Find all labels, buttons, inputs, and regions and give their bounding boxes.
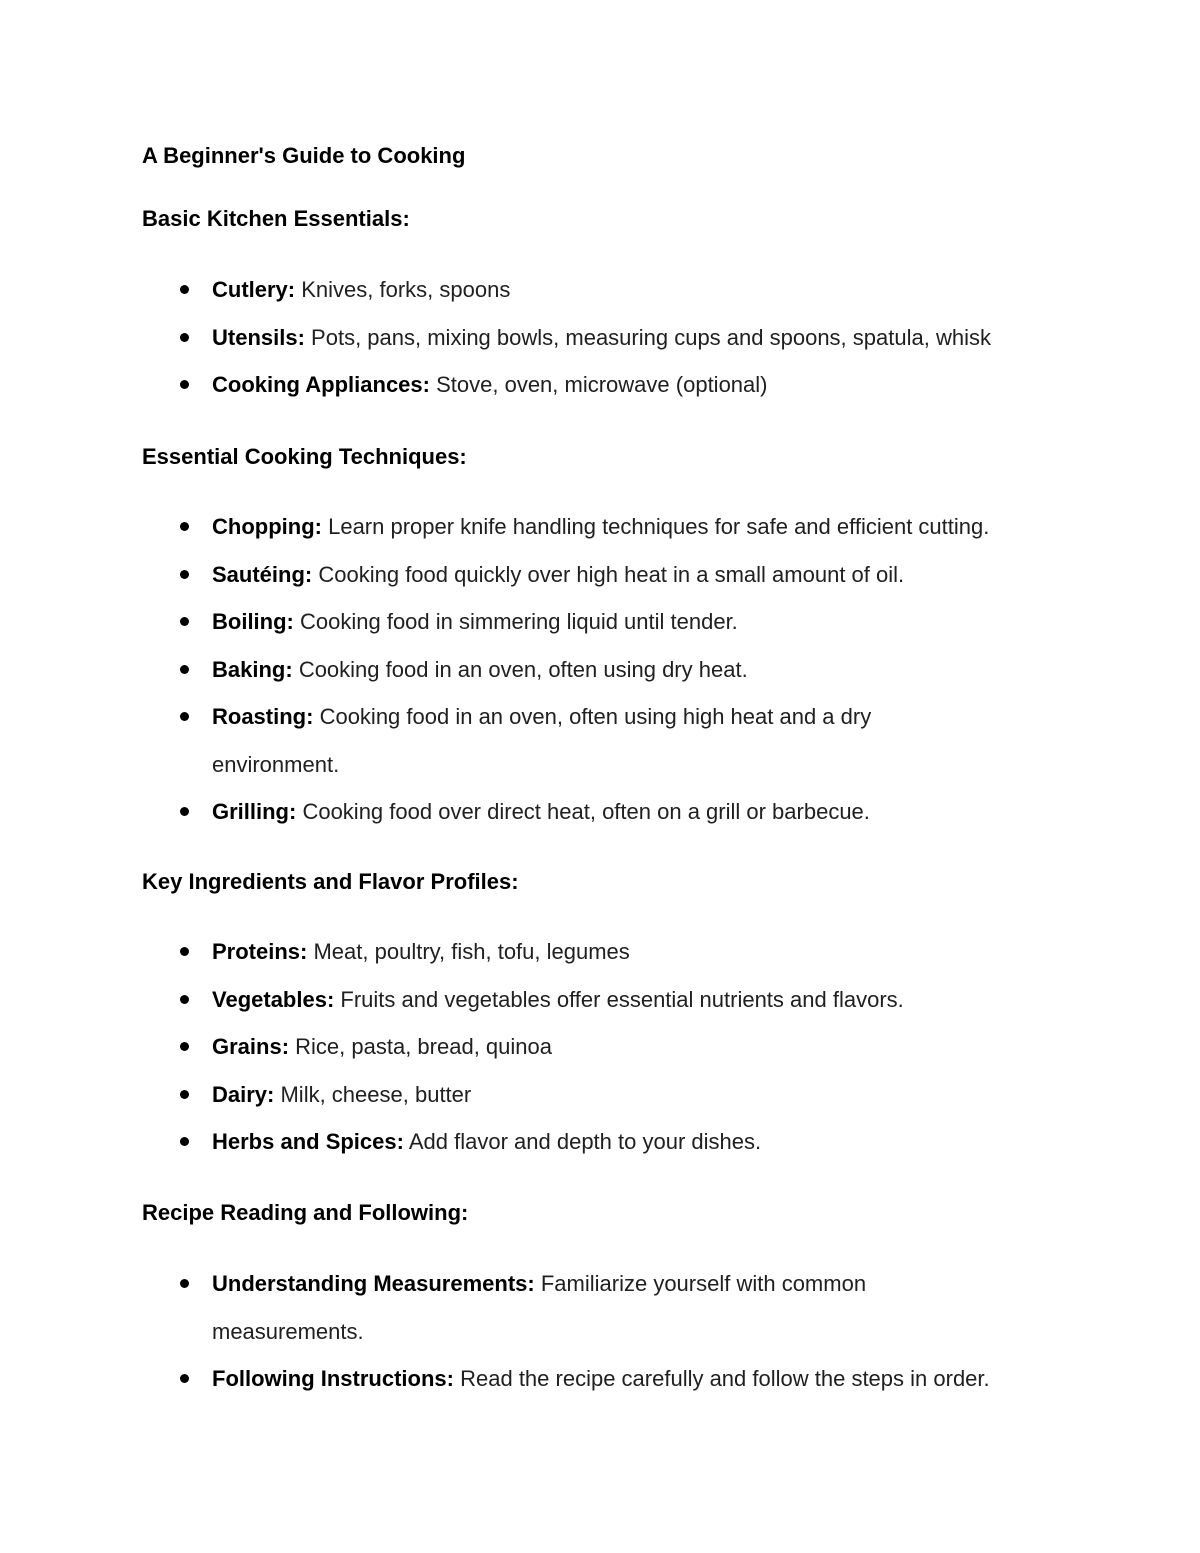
item-label: Dairy: xyxy=(212,1081,275,1107)
item-label: Grilling: xyxy=(212,799,297,824)
list-item xyxy=(142,1023,1102,1071)
list-item xyxy=(142,1118,1102,1166)
bullet-icon xyxy=(180,1042,189,1051)
item-label: Baking: xyxy=(212,656,293,682)
item-label: Vegetables: xyxy=(212,986,335,1012)
list-item xyxy=(142,1260,1102,1355)
list-item xyxy=(142,551,1102,599)
item-label: Following Instructions: xyxy=(212,1366,454,1391)
cooking-techniques-list xyxy=(142,503,1102,836)
list-item xyxy=(142,598,1102,646)
bullet-icon xyxy=(180,380,189,389)
bullet-icon xyxy=(180,285,189,294)
bullet-icon xyxy=(180,807,189,816)
item-label: Boiling: xyxy=(212,609,294,634)
item-label: Utensils: xyxy=(212,324,305,350)
list-item xyxy=(142,1071,1102,1119)
item-text: Familiarize yourself with common measurements. xyxy=(212,1271,867,1344)
item-text: Cooking food over direct heat, often on a grill or barbecue. xyxy=(302,799,870,824)
bullet-icon xyxy=(180,712,189,721)
section-heading-kitchen-essentials: Basic Kitchen Essentials: xyxy=(142,206,410,231)
list-item xyxy=(142,646,1102,694)
item-text: Meat, poultry, fish, tofu, legumes xyxy=(313,939,630,964)
list-item xyxy=(142,928,1102,976)
item-label: Roasting: xyxy=(212,704,314,729)
item-text: Cooking food in simmering liquid until tender. xyxy=(300,609,738,634)
item-label: Sautéing: xyxy=(212,561,313,587)
list-item xyxy=(142,266,1102,314)
kitchen-essentials-list xyxy=(142,266,1102,409)
bullet-icon xyxy=(180,1137,189,1146)
bullet-icon xyxy=(180,333,189,342)
bullet-icon xyxy=(180,995,189,1004)
recipe-reading-list xyxy=(142,1260,1102,1403)
list-item xyxy=(142,361,1102,409)
item-text: Cooking food in an oven, often using high heat and a dry environment. xyxy=(212,704,872,777)
key-ingredients-list xyxy=(142,928,1102,1166)
bullet-icon xyxy=(180,617,189,626)
bullet-icon xyxy=(180,570,189,579)
item-text: Fruits and vegetables offer essential nutrients and flavors. xyxy=(340,986,904,1012)
item-text: Knives, forks, spoons xyxy=(301,277,511,302)
list-item xyxy=(142,314,1102,362)
item-text: Milk, cheese, butter xyxy=(280,1081,472,1107)
item-text: Cooking food quickly over high heat in a small amount of oil. xyxy=(318,561,905,587)
item-text: Add flavor and depth to your dishes. xyxy=(408,1129,762,1154)
bullet-icon xyxy=(180,1374,189,1383)
list-item xyxy=(142,1355,1102,1403)
bullet-icon xyxy=(180,1090,189,1099)
item-label: Cooking Appliances: xyxy=(212,372,430,397)
document-title: A Beginner's Guide to Cooking xyxy=(142,143,466,168)
item-text: Learn proper knife handling techniques for safe and efficient cutting. xyxy=(328,514,990,539)
item-label: Cutlery: xyxy=(212,277,296,302)
bullet-icon xyxy=(180,522,189,531)
item-label: Herbs and Spices: xyxy=(212,1129,404,1154)
item-text: Stove, oven, microwave (optional) xyxy=(436,372,768,397)
document-page xyxy=(142,0,1102,1553)
item-label: Understanding Measurements: xyxy=(212,1271,535,1296)
item-text: Pots, pans, mixing bowls, measuring cups and spoons, spatula, whisk xyxy=(311,324,991,350)
list-item xyxy=(142,788,1102,836)
list-item xyxy=(142,976,1102,1024)
item-label: Grains: xyxy=(212,1034,290,1059)
item-text: Read the recipe carefully and follow the steps in order. xyxy=(460,1366,990,1391)
bullet-icon xyxy=(180,1279,189,1288)
section-heading-cooking-techniques: Essential Cooking Techniques: xyxy=(142,444,467,469)
section-heading-key-ingredients: Key Ingredients and Flavor Profiles: xyxy=(142,869,519,894)
item-text: Cooking food in an oven, often using dry heat. xyxy=(298,656,748,682)
bullet-icon xyxy=(180,665,189,674)
section-heading-recipe-reading: Recipe Reading and Following: xyxy=(142,1200,469,1225)
item-text: Rice, pasta, bread, quinoa xyxy=(295,1034,552,1059)
item-label: Chopping: xyxy=(212,514,322,539)
list-item xyxy=(142,503,1102,551)
bullet-icon xyxy=(180,947,189,956)
list-item xyxy=(142,693,1102,788)
item-label: Proteins: xyxy=(212,939,308,964)
